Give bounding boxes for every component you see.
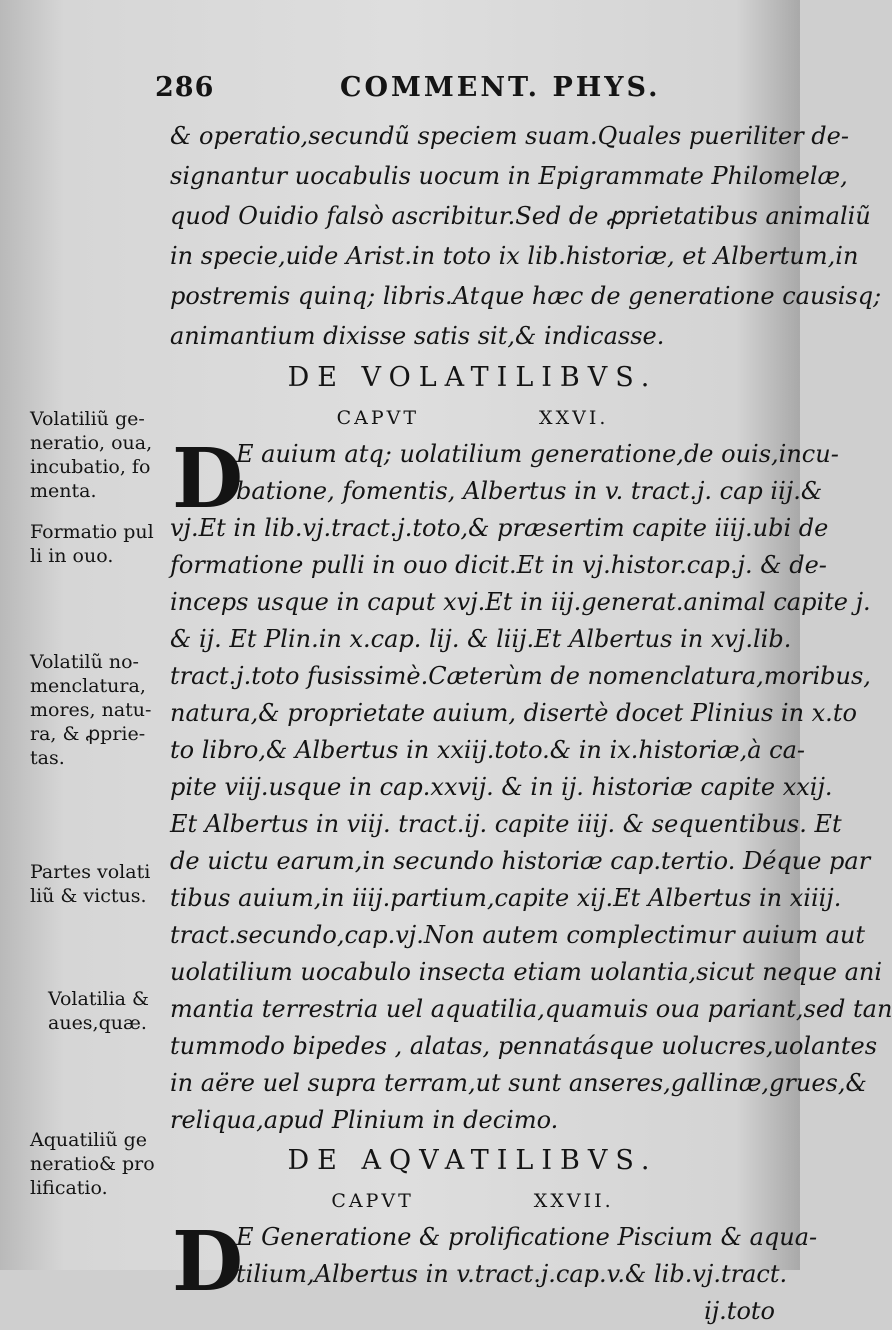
margin-note-line: tas. [30, 747, 65, 769]
margin-note-line: Formatio pul [30, 521, 154, 543]
page-number: 286 [155, 72, 215, 103]
running-title: COMMENT. PHYS. [340, 72, 661, 103]
margin-note-line: aues,quæ. [48, 1012, 147, 1034]
caput-label: CAPVT [331, 1190, 414, 1212]
section-heading-volatilibus: DE VOLATILIBVS. [287, 362, 658, 393]
text-line: tract.j.toto fusissimè.Cæterùm de nomenclatura,moribus, [170, 662, 871, 690]
margin-note-line: Volatilia & [48, 988, 149, 1010]
margin-note [30, 650, 166, 770]
text-line: in aëre uel supra terram,ut sunt anseres,gallinæ,grues,& [170, 1069, 867, 1097]
text-line: signantur uocabulis uocum in Epigrammate Philomelæ, [170, 162, 848, 190]
margin-note-line: menta. [30, 480, 97, 502]
text-line: pite viij.usque in cap.xxvij. & in ij. historiæ capite xxij. [170, 773, 833, 801]
text-line: quod Ouidio falsò ascribitur.Sed de ꝓprietatibus animaliũ [170, 202, 871, 230]
caput-number: XXVII. [533, 1190, 614, 1212]
margin-note [30, 1128, 166, 1200]
text-line: Et Albertus in viij. tract.ij. capite iiij. & sequentibus. Et [170, 810, 842, 838]
text-line: & ij. Et Plin.in x.cap. lij. & liij.Et Albertus in xvj.lib. [170, 625, 792, 653]
margin-note-line: Volatiliũ ge- [30, 408, 145, 430]
text-line: reliqua,apud Plinium in decimo. [170, 1106, 559, 1134]
margin-note-line: menclatura, [30, 675, 146, 697]
drop-cap: D [172, 431, 244, 527]
text-line: inceps usque in caput xvj.Et in iij.generat.animal capite j. [170, 588, 871, 616]
text-line: mantia terrestria uel aquatilia,quamuis oua pariant,sed tan [170, 995, 892, 1023]
chapter-paragraph [170, 431, 892, 1139]
margin-note-line: liũ & victus. [30, 885, 147, 907]
chapter-paragraph [170, 1214, 818, 1330]
margin-note-line: lificatio. [30, 1177, 108, 1199]
margin-note-line: neratio, oua, [30, 432, 153, 454]
text-line: uolatilium uocabulo insecta etiam uolantia,sicut neque ani [170, 958, 883, 986]
margin-note-line: Volatilũ no- [30, 651, 139, 673]
text-line: tummodo bipedes , alatas, pennatásque uolucres,uolantes [170, 1032, 878, 1060]
text-line: tract.secundo,cap.vj.Non autem complectimur auium aut [170, 921, 866, 949]
text-line: in specie,uide Arist.in toto ix lib.historiæ, et Albertum,in [170, 242, 859, 270]
margin-note-line: Partes volati [30, 861, 151, 883]
main-text-column [170, 116, 892, 1330]
chapter-label [170, 1183, 775, 1219]
text-line: natura,& proprietate auium, disertè docet Plinius in x.to [170, 699, 857, 727]
text-line: to libro,& Albertus in xxiij.toto.& in ix.historiæ,à ca- [170, 736, 805, 764]
section-heading-aquatilibus: DE AQVATILIBVS. [287, 1145, 658, 1176]
margin-note-line: li in ouo. [30, 545, 114, 567]
text-line: E Generatione & prolificatione Piscium & aqua- [236, 1223, 818, 1251]
text-line: batione, fomentis, Albertus in v. tract.j. cap iij.& [236, 477, 823, 505]
margin-note [30, 860, 166, 908]
text-line: vj.Et in lib.vj.tract.j.toto,& præsertim capite iiij.ubi de [170, 514, 829, 542]
margin-note [48, 987, 184, 1035]
text-line: animantium dixisse satis sit,& indicasse. [170, 322, 665, 350]
margin-note-line: incubatio, fo [30, 456, 151, 478]
text-line: tibus auium,in iiij.partium,capite xij.Et Albertus in xiiij. [170, 884, 842, 912]
chapter-label [170, 400, 775, 436]
text-line: postremis quinq; libris.Atque hæc de generatione causisq; [170, 282, 882, 310]
text-line: tilium,Albertus in v.tract.j.cap.v.& lib.vj.tract. [236, 1260, 788, 1288]
text-line: & operatio,secundũ speciem suam.Quales pueriliter de- [170, 122, 849, 150]
margin-note-line: mores, natu- [30, 699, 152, 721]
page-header [155, 72, 675, 108]
margin-note-line: neratio& pro [30, 1153, 155, 1175]
margin-note [30, 407, 166, 503]
caput-number: XXVI. [539, 407, 609, 429]
margin-note-line: ra, & ꝓprie- [30, 723, 146, 745]
margin-note-line: Aquatiliũ ge [30, 1129, 147, 1151]
text-line: formatione pulli in ouo dicit.Et in vj.histor.cap.j. & de- [170, 551, 827, 579]
drop-cap: D [172, 1214, 244, 1310]
margin-note [30, 520, 166, 568]
catchword: ij.toto [704, 1297, 775, 1325]
text-line: de uictu earum,in secundo historiæ cap.tertio. Déque par [170, 847, 871, 875]
text-line: E auium atq; uolatilium generatione,de ouis,incu- [236, 440, 839, 468]
caput-label: CAPVT [336, 407, 420, 429]
